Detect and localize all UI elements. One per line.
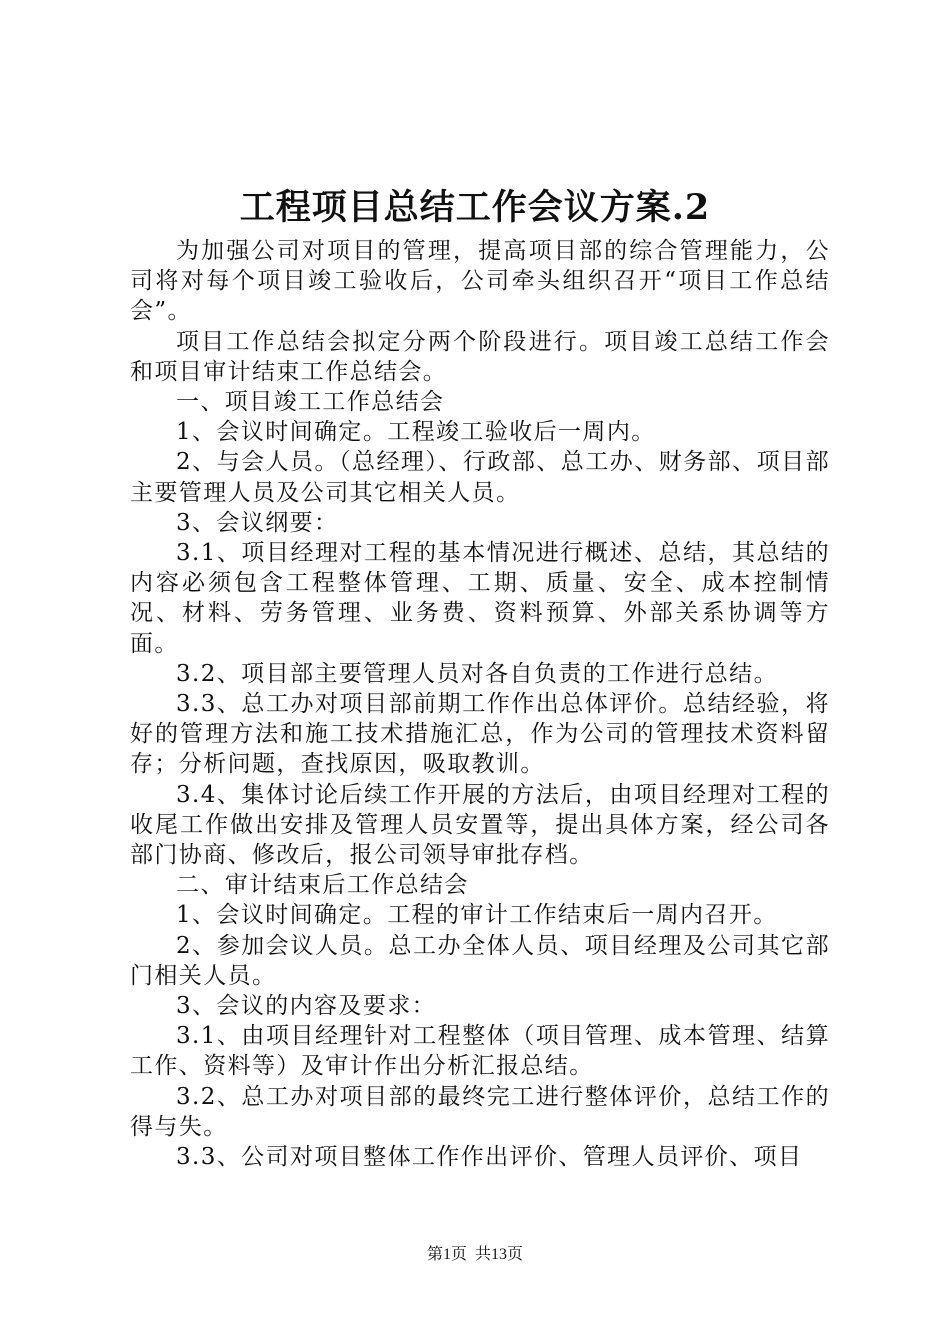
paragraph: 1、会议时间确定。工程竣工验收后一周内。 xyxy=(176,419,656,446)
section-heading: 二、审计结束后工作总结会 xyxy=(176,872,469,899)
paragraph: 3.4、集体讨论后续工作开展的方法后，由项目经理对工程的收尾工作做出安排及管理人员安置等，提出具体方案，经公司各部门协商、修改后，报公司领导审批存档。 xyxy=(130,781,830,869)
paragraph: 2、与会人员。（总经理）、行政部、总工办、财务部、项目部主要管理人员及公司其它相关人员。 xyxy=(130,449,830,506)
paragraph: 3.1、项目经理对工程的基本情况进行概述、总结，其总结的内容必须包含工程整体管理、工期、质量、安全、成本控制情况、材料、劳务管理、业务费、资料预算、外部关系协调等方面。 xyxy=(130,540,830,657)
footer-spacer xyxy=(467,1246,475,1263)
paragraph: 3.2、项目部主要管理人员对各自负责的工作进行总结。 xyxy=(176,660,778,687)
document-body xyxy=(130,236,830,1172)
paragraph: 项目工作总结会拟定分两个阶段进行。项目竣工总结工作会和项目审计结束工作总结会。 xyxy=(130,328,830,385)
document-title: 工程项目总结工作会议方案.2 xyxy=(239,187,711,228)
paragraph: 3.1、由项目经理针对工程整体（项目管理、成本管理、结算工作、资料等）及审计作出分析汇报总结。 xyxy=(130,1023,830,1080)
page-footer xyxy=(0,1244,950,1266)
page-number: 第1页 xyxy=(426,1246,467,1263)
page-total: 共13页 xyxy=(475,1246,524,1263)
paragraph: 3.2、总工办对项目部的最终完工进行整体评价，总结工作的得与失。 xyxy=(130,1083,830,1140)
paragraph: 3、会议的内容及要求： xyxy=(176,993,437,1020)
paragraph: 1、会议时间确定。工程的审计工作结束后一周内召开。 xyxy=(176,902,778,929)
paragraph: 3.3、总工办对项目部前期工作作出总体评价。总结经验，将好的管理方法和施工技术措施汇总，作为公司的管理技术资料留存；分析问题，查找原因，吸取教训。 xyxy=(130,691,830,778)
paragraph: 2、参加会议人员。总工办全体人员、项目经理及公司其它部门相关人员。 xyxy=(130,932,830,989)
paragraph: 3、会议纲要： xyxy=(176,509,339,536)
section-heading: 一、项目竣工工作总结会 xyxy=(176,389,445,416)
paragraph: 3.3、公司对项目整体工作作出评价、管理人员评价、项目 xyxy=(176,1144,803,1171)
paragraph: 为加强公司对项目的管理，提高项目部的综合管理能力，公司将对每个项目竣工验收后，公司牵头组织召开“项目工作总结会”。 xyxy=(130,238,830,325)
